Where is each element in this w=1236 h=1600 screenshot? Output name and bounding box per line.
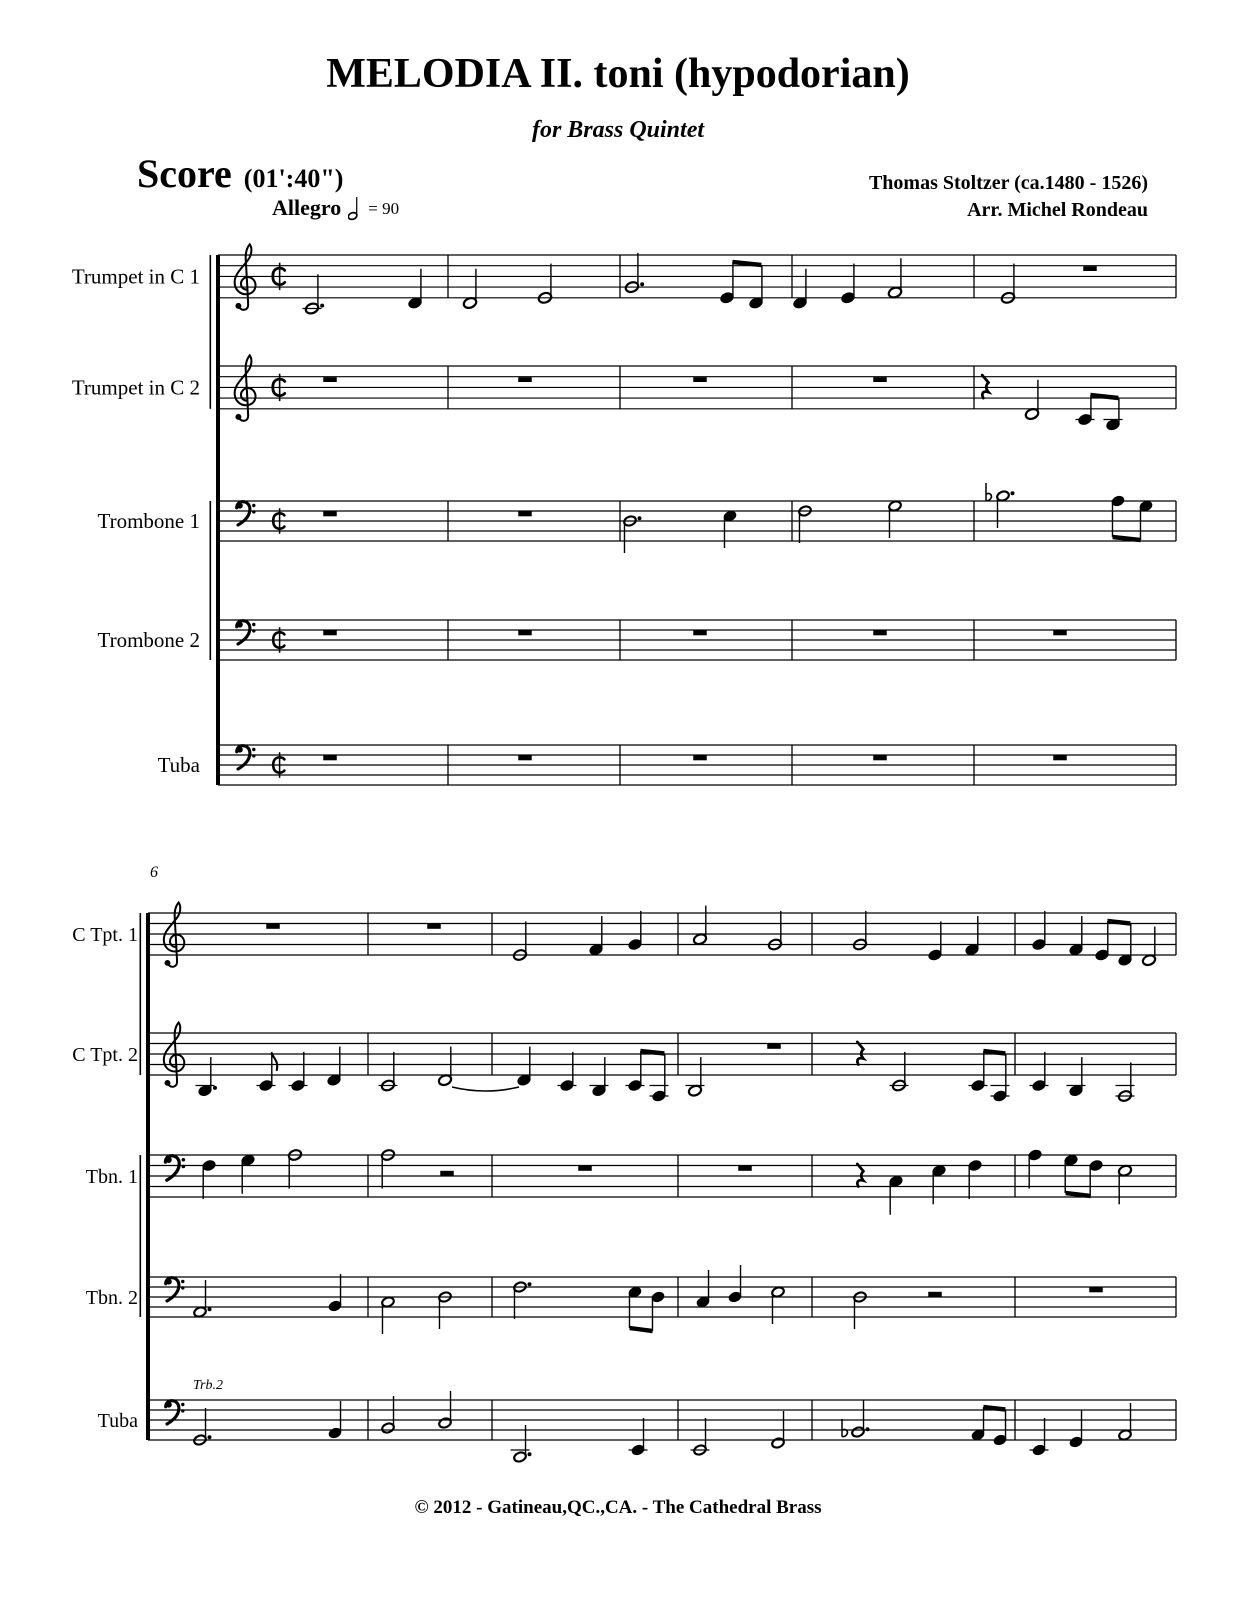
whole-rest — [767, 1044, 781, 1049]
system-start-barline — [216, 255, 220, 785]
copyright-footer: © 2012 - Gatineau,QC.,CA. - The Cathedral Brass — [414, 1497, 822, 1518]
instrument-label: Trumpet in C 1 — [71, 264, 200, 289]
staff-c-tpt-2-2 — [72, 1023, 1176, 1103]
instrument-label: Trombone 1 — [97, 509, 200, 533]
instrument-label: Trombone 2 — [97, 628, 200, 652]
whole-rest — [427, 924, 441, 929]
whole-rest — [693, 377, 707, 382]
whole-rest — [518, 756, 532, 761]
whole-rest — [323, 512, 337, 517]
beam — [630, 1326, 653, 1333]
instrument-label: C Tpt. 2 — [72, 1044, 138, 1066]
whole-rest — [1053, 756, 1067, 761]
duration-label: (01':40") — [243, 164, 344, 193]
instrument-label: C Tpt. 1 — [72, 924, 138, 946]
quarter-rest — [857, 1042, 863, 1065]
instrument-label: Tbn. 1 — [85, 1166, 138, 1188]
augmentation-dot — [866, 1427, 870, 1431]
staff-trumpet-in-c-2-1 — [72, 355, 1176, 431]
whole-rest — [873, 756, 887, 761]
treble-clef-icon — [164, 1023, 184, 1087]
treble-clef-icon — [235, 244, 256, 309]
group-bracket — [210, 255, 212, 409]
whole-rest — [873, 377, 887, 382]
staff-trumpet-in-c-1-1 — [72, 244, 1176, 315]
score-label: Score — [137, 151, 232, 196]
beam — [1091, 393, 1119, 400]
beam — [984, 1049, 1006, 1056]
whole-rest — [693, 756, 707, 761]
tempo-value: = 90 — [368, 199, 400, 218]
augmentation-dot — [638, 516, 642, 520]
instrument-label: Trumpet in C 2 — [71, 375, 200, 400]
whole-rest — [738, 1166, 752, 1171]
beam — [1108, 919, 1131, 926]
staff-tbn-1-2 — [86, 1149, 1176, 1215]
tie — [452, 1087, 519, 1091]
augmentation-dot — [528, 1282, 532, 1286]
whole-rest — [873, 631, 887, 636]
arranger-name: Arr. Michel Rondeau — [967, 199, 1148, 221]
treble-clef-icon — [164, 903, 184, 967]
whole-rest — [323, 756, 337, 761]
whole-rest — [578, 1166, 592, 1171]
whole-rest — [323, 631, 337, 636]
staff-trombone-2-1 — [98, 620, 1177, 660]
augmentation-dot — [208, 1307, 212, 1311]
staff-tbn-2-2 — [86, 1265, 1176, 1334]
whole-rest — [693, 631, 707, 636]
augmentation-dot — [213, 1086, 217, 1090]
treble-clef-icon — [235, 355, 256, 420]
whole-rest — [323, 377, 337, 382]
quarter-rest — [982, 375, 988, 398]
piece-title: MELODIA II. toni (hypodorian) — [326, 51, 910, 97]
system-1 — [72, 244, 1176, 785]
half-rest — [440, 1171, 454, 1176]
flat-accidental — [986, 483, 991, 501]
tempo-text: Allegro — [272, 195, 342, 220]
piece-subtitle: for Brass Quintet — [531, 117, 705, 143]
augmentation-dot — [1011, 491, 1015, 495]
eighth-flag — [272, 1053, 277, 1070]
whole-rest — [1089, 1288, 1103, 1293]
instrument-label: Tbn. 2 — [85, 1287, 138, 1309]
whole-rest — [518, 377, 532, 382]
augmentation-dot — [640, 282, 644, 286]
staff-tuba-1 — [158, 745, 1176, 785]
half-rest — [928, 1292, 942, 1297]
group-bracket — [140, 913, 142, 1075]
system-2 — [72, 864, 1176, 1463]
flat-accidental — [842, 1419, 847, 1437]
whole-rest — [266, 924, 280, 929]
group-bracket — [140, 1155, 142, 1317]
instrument-label: Tuba — [157, 753, 200, 777]
whole-rest — [518, 512, 532, 517]
instrument-label: Tuba — [97, 1410, 138, 1432]
beam — [984, 1405, 1006, 1412]
staff-tuba-2 — [98, 1378, 1176, 1463]
augmentation-dot — [320, 304, 324, 308]
composer-name: Thomas Stoltzer (ca.1480 - 1526) — [868, 172, 1148, 194]
whole-rest — [518, 631, 532, 636]
quarter-rest — [857, 1164, 863, 1187]
cue-label: Trb.2 — [193, 1378, 223, 1393]
beam — [641, 1049, 665, 1056]
staff-c-tpt-1-2 — [72, 903, 1176, 967]
measure-number: 6 — [150, 864, 158, 881]
augmentation-dot — [208, 1435, 212, 1439]
augmentation-dot — [528, 1452, 532, 1456]
group-bracket — [210, 501, 212, 660]
staff-trombone-1-1 — [98, 483, 1177, 553]
whole-rest — [1083, 266, 1097, 271]
whole-rest — [1053, 631, 1067, 636]
